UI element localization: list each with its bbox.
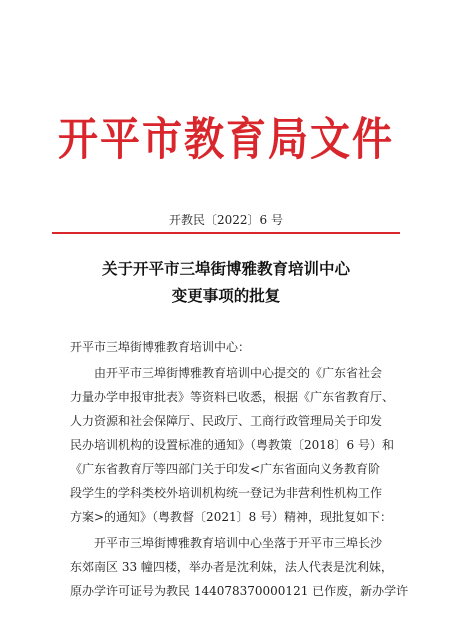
- body-line: 方案>的通知》（粤教督〔2021〕8 号）精神，现批复如下：: [70, 510, 393, 524]
- body-line: 原办学许可证号为教民 144078370000121 已作废，新办学许: [70, 584, 409, 598]
- body-line: 人力资源和社会保障厅、民政厅、工商行政管理局关于印发: [70, 414, 383, 428]
- salutation: 开平市三埠街博雅教育培训中心：: [70, 340, 251, 354]
- body-line: 开平市三埠街博雅教育培训中心坐落于开平市三埠长沙: [94, 536, 383, 550]
- body-line: 东郊南区 33 幢四楼，举办者是沈利妹，法人代表是沈利妹，: [70, 560, 393, 574]
- document-number: 开教民〔2022〕6 号: [169, 213, 283, 227]
- body-line: 《广东省教育厅等四部门关于印发<广东省面向义务教育阶: [70, 462, 381, 476]
- red-divider-line: [52, 232, 400, 234]
- body-line: 由开平市三埠街博雅教育培训中心提交的《广东省社会: [94, 366, 383, 380]
- body-line: 民办培训机构的设置标准的通知》（粤教策〔2018〕6 号）和: [70, 438, 394, 452]
- document-title-line-1: 关于开平市三埠街博雅教育培训中心: [101, 260, 350, 278]
- body-line: 段学生的学科类校外培训机构统一登记为非营利性机构工作: [70, 486, 383, 500]
- document-masthead: 开平市教育局文件: [58, 113, 394, 166]
- body-line: 力量办学申报审批表》等资料已收悉，根据《广东省教育厅、: [70, 390, 395, 404]
- document-title-line-2: 变更事项的批复: [171, 287, 281, 305]
